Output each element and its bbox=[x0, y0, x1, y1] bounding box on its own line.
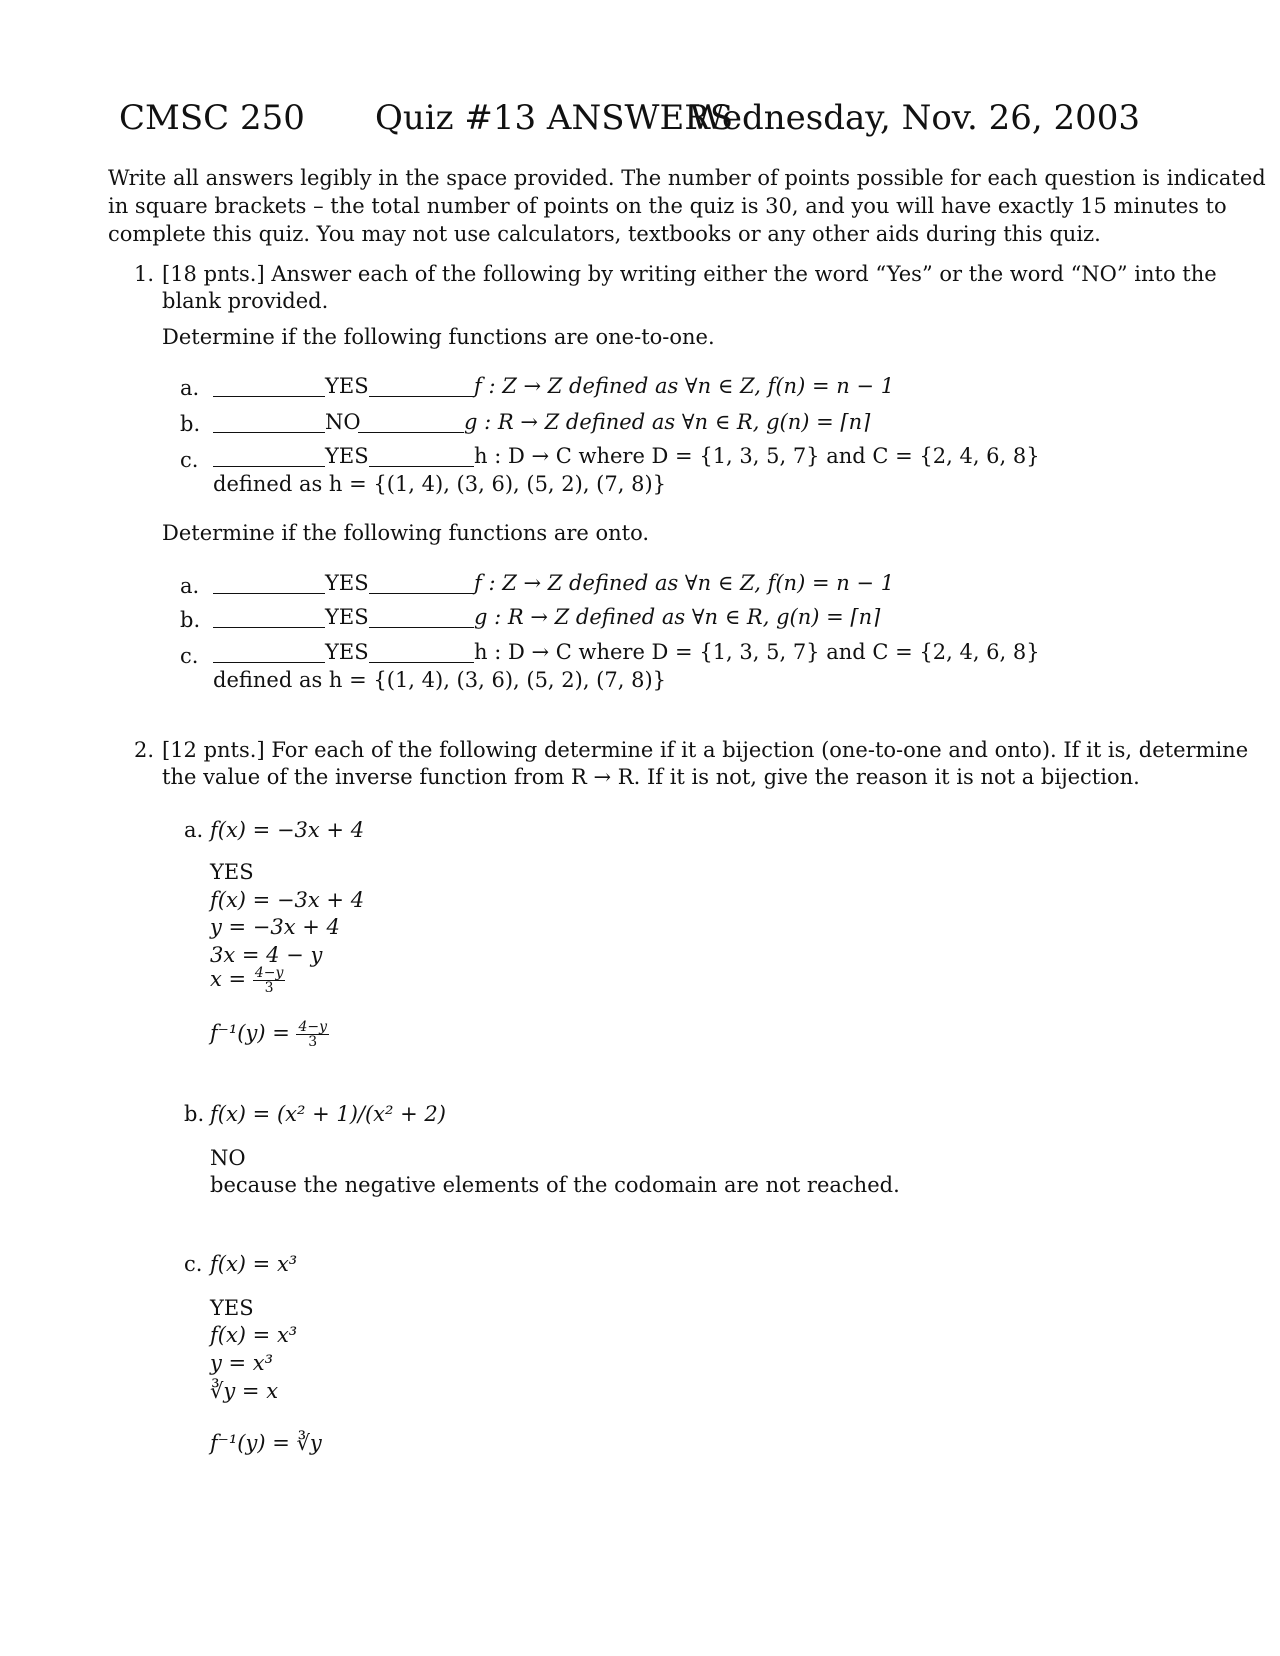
fraction bbox=[296, 1020, 329, 1049]
instructions bbox=[108, 164, 1266, 248]
q2c-label: c. bbox=[184, 1252, 203, 1276]
onto-item-a bbox=[213, 571, 1043, 601]
one-to-one-item-b bbox=[213, 410, 1043, 440]
q2c-step: ∛y = x bbox=[210, 1379, 279, 1403]
q2b-function: f(x) = (x² + 1)/(x² + 2) bbox=[210, 1102, 446, 1126]
instructions-line: in square brackets – the total number of points on the quiz is 30, and you will have exactly 15 minutes to bbox=[108, 194, 1227, 218]
q2c-step: f(x) = x³ bbox=[210, 1323, 298, 1347]
onto-heading: Determine if the following functions are onto. bbox=[162, 521, 650, 545]
q2a-step: f(x) = −3x + 4 bbox=[210, 888, 365, 912]
quiz-date: Wednesday, Nov. 26, 2003 bbox=[689, 98, 1140, 138]
function-definition: g : R → Z defined as ∀n ∈ R, g(n) = ⌈n⌉ bbox=[464, 410, 871, 434]
instructions-line: Write all answers legibly in the space provided. The number of points possible for each question is indicated bbox=[108, 166, 1266, 190]
fraction-numerator: 4−y bbox=[254, 965, 284, 981]
item-label: a. bbox=[180, 376, 200, 400]
q2a-function: f(x) = −3x + 4 bbox=[210, 818, 365, 842]
function-definition: f : Z → Z defined as ∀n ∈ Z, f(n) = n − 1 bbox=[474, 374, 895, 398]
answer-text: NO bbox=[325, 410, 361, 434]
one-to-one-item-c bbox=[213, 444, 1043, 474]
answer-blank bbox=[213, 593, 325, 594]
function-definition: f : Z → Z defined as ∀n ∈ Z, f(n) = n − 1 bbox=[474, 571, 895, 595]
answer-blank bbox=[369, 627, 474, 628]
function-definition: h : D → C where D = {1, 3, 5, 7} and C = {2, 4, 6, 8} bbox=[474, 640, 1040, 664]
item-label: c. bbox=[180, 448, 199, 472]
fraction-numerator: 4−y bbox=[298, 1019, 328, 1035]
q2a-solve-x bbox=[210, 966, 285, 995]
fraction-denominator: 3 bbox=[264, 980, 274, 996]
function-definition: h : D → C where D = {1, 3, 5, 7} and C = {2, 4, 6, 8} bbox=[474, 444, 1040, 468]
answer-text: YES bbox=[325, 374, 369, 398]
answer-blank bbox=[213, 432, 325, 433]
x-lhs: x = bbox=[210, 967, 247, 991]
answer-blank bbox=[213, 466, 325, 467]
answer-text: YES bbox=[325, 444, 369, 468]
item-label: b. bbox=[180, 608, 201, 632]
q2c-answer: YES bbox=[210, 1296, 254, 1320]
one-to-one-item-a bbox=[213, 374, 1043, 404]
inverse-lhs: f⁻¹(y) = bbox=[210, 1021, 290, 1045]
item-label: a. bbox=[180, 574, 200, 598]
q2c-inverse: f⁻¹(y) = ∛y bbox=[210, 1431, 322, 1455]
q2c-step: y = x³ bbox=[210, 1351, 274, 1375]
q1-prompt-line1: [18 pnts.] Answer each of the following by writing either the word “Yes” or the word “NO” into the bbox=[162, 262, 1217, 286]
answer-blank bbox=[369, 662, 474, 663]
q2a-answer: YES bbox=[210, 860, 254, 884]
answer-blank bbox=[369, 396, 474, 397]
q2c-function: f(x) = x³ bbox=[210, 1252, 298, 1276]
item-label: b. bbox=[180, 412, 201, 436]
instructions-line: complete this quiz. You may not use calculators, textbooks or any other aids during this quiz. bbox=[108, 222, 1101, 246]
fraction-denominator: 3 bbox=[308, 1034, 318, 1050]
answer-blank bbox=[358, 432, 464, 433]
q2-number: 2. bbox=[134, 738, 155, 762]
q1-prompt-line2: blank provided. bbox=[162, 289, 329, 313]
q2a-step: y = −3x + 4 bbox=[210, 915, 340, 939]
q1-number: 1. bbox=[134, 262, 155, 286]
course-code: CMSC 250 bbox=[119, 98, 305, 138]
answer-text: YES bbox=[325, 640, 369, 664]
q2a-label: a. bbox=[184, 818, 204, 842]
quiz-title: Quiz #13 ANSWERS bbox=[375, 98, 734, 138]
q2a-inverse bbox=[210, 1020, 329, 1049]
answer-blank bbox=[369, 593, 474, 594]
q2b-reason: because the negative elements of the codomain are not reached. bbox=[210, 1173, 900, 1197]
q2b-label: b. bbox=[184, 1102, 205, 1126]
defined-as: defined as h = {(1, 4), (3, 6), (5, 2), (7, 8)} bbox=[213, 668, 666, 692]
q2a-step: 3x = 4 − y bbox=[210, 943, 323, 967]
answer-text: YES bbox=[325, 571, 369, 595]
q2-prompt-line1: [12 pnts.] For each of the following determine if it a bijection (one-to-one and onto). If it is, determine bbox=[162, 738, 1249, 762]
onto-item-b bbox=[213, 605, 1043, 635]
fraction bbox=[253, 966, 286, 995]
q2b-answer: NO bbox=[210, 1146, 246, 1170]
onto-item-c bbox=[213, 640, 1043, 670]
item-label: c. bbox=[180, 644, 199, 668]
answer-blank bbox=[213, 627, 325, 628]
function-definition: g : R → Z defined as ∀n ∈ R, g(n) = ⌈n⌉ bbox=[474, 605, 881, 629]
answer-blank bbox=[369, 466, 474, 467]
one-to-one-heading: Determine if the following functions are one-to-one. bbox=[162, 325, 715, 349]
answer-text: YES bbox=[325, 605, 369, 629]
answer-blank bbox=[213, 396, 325, 397]
defined-as: defined as h = {(1, 4), (3, 6), (5, 2), (7, 8)} bbox=[213, 472, 666, 496]
q2-prompt-line2: the value of the inverse function from R → R. If it is not, give the reason it is not a bijection. bbox=[162, 765, 1140, 789]
answer-blank bbox=[213, 662, 325, 663]
